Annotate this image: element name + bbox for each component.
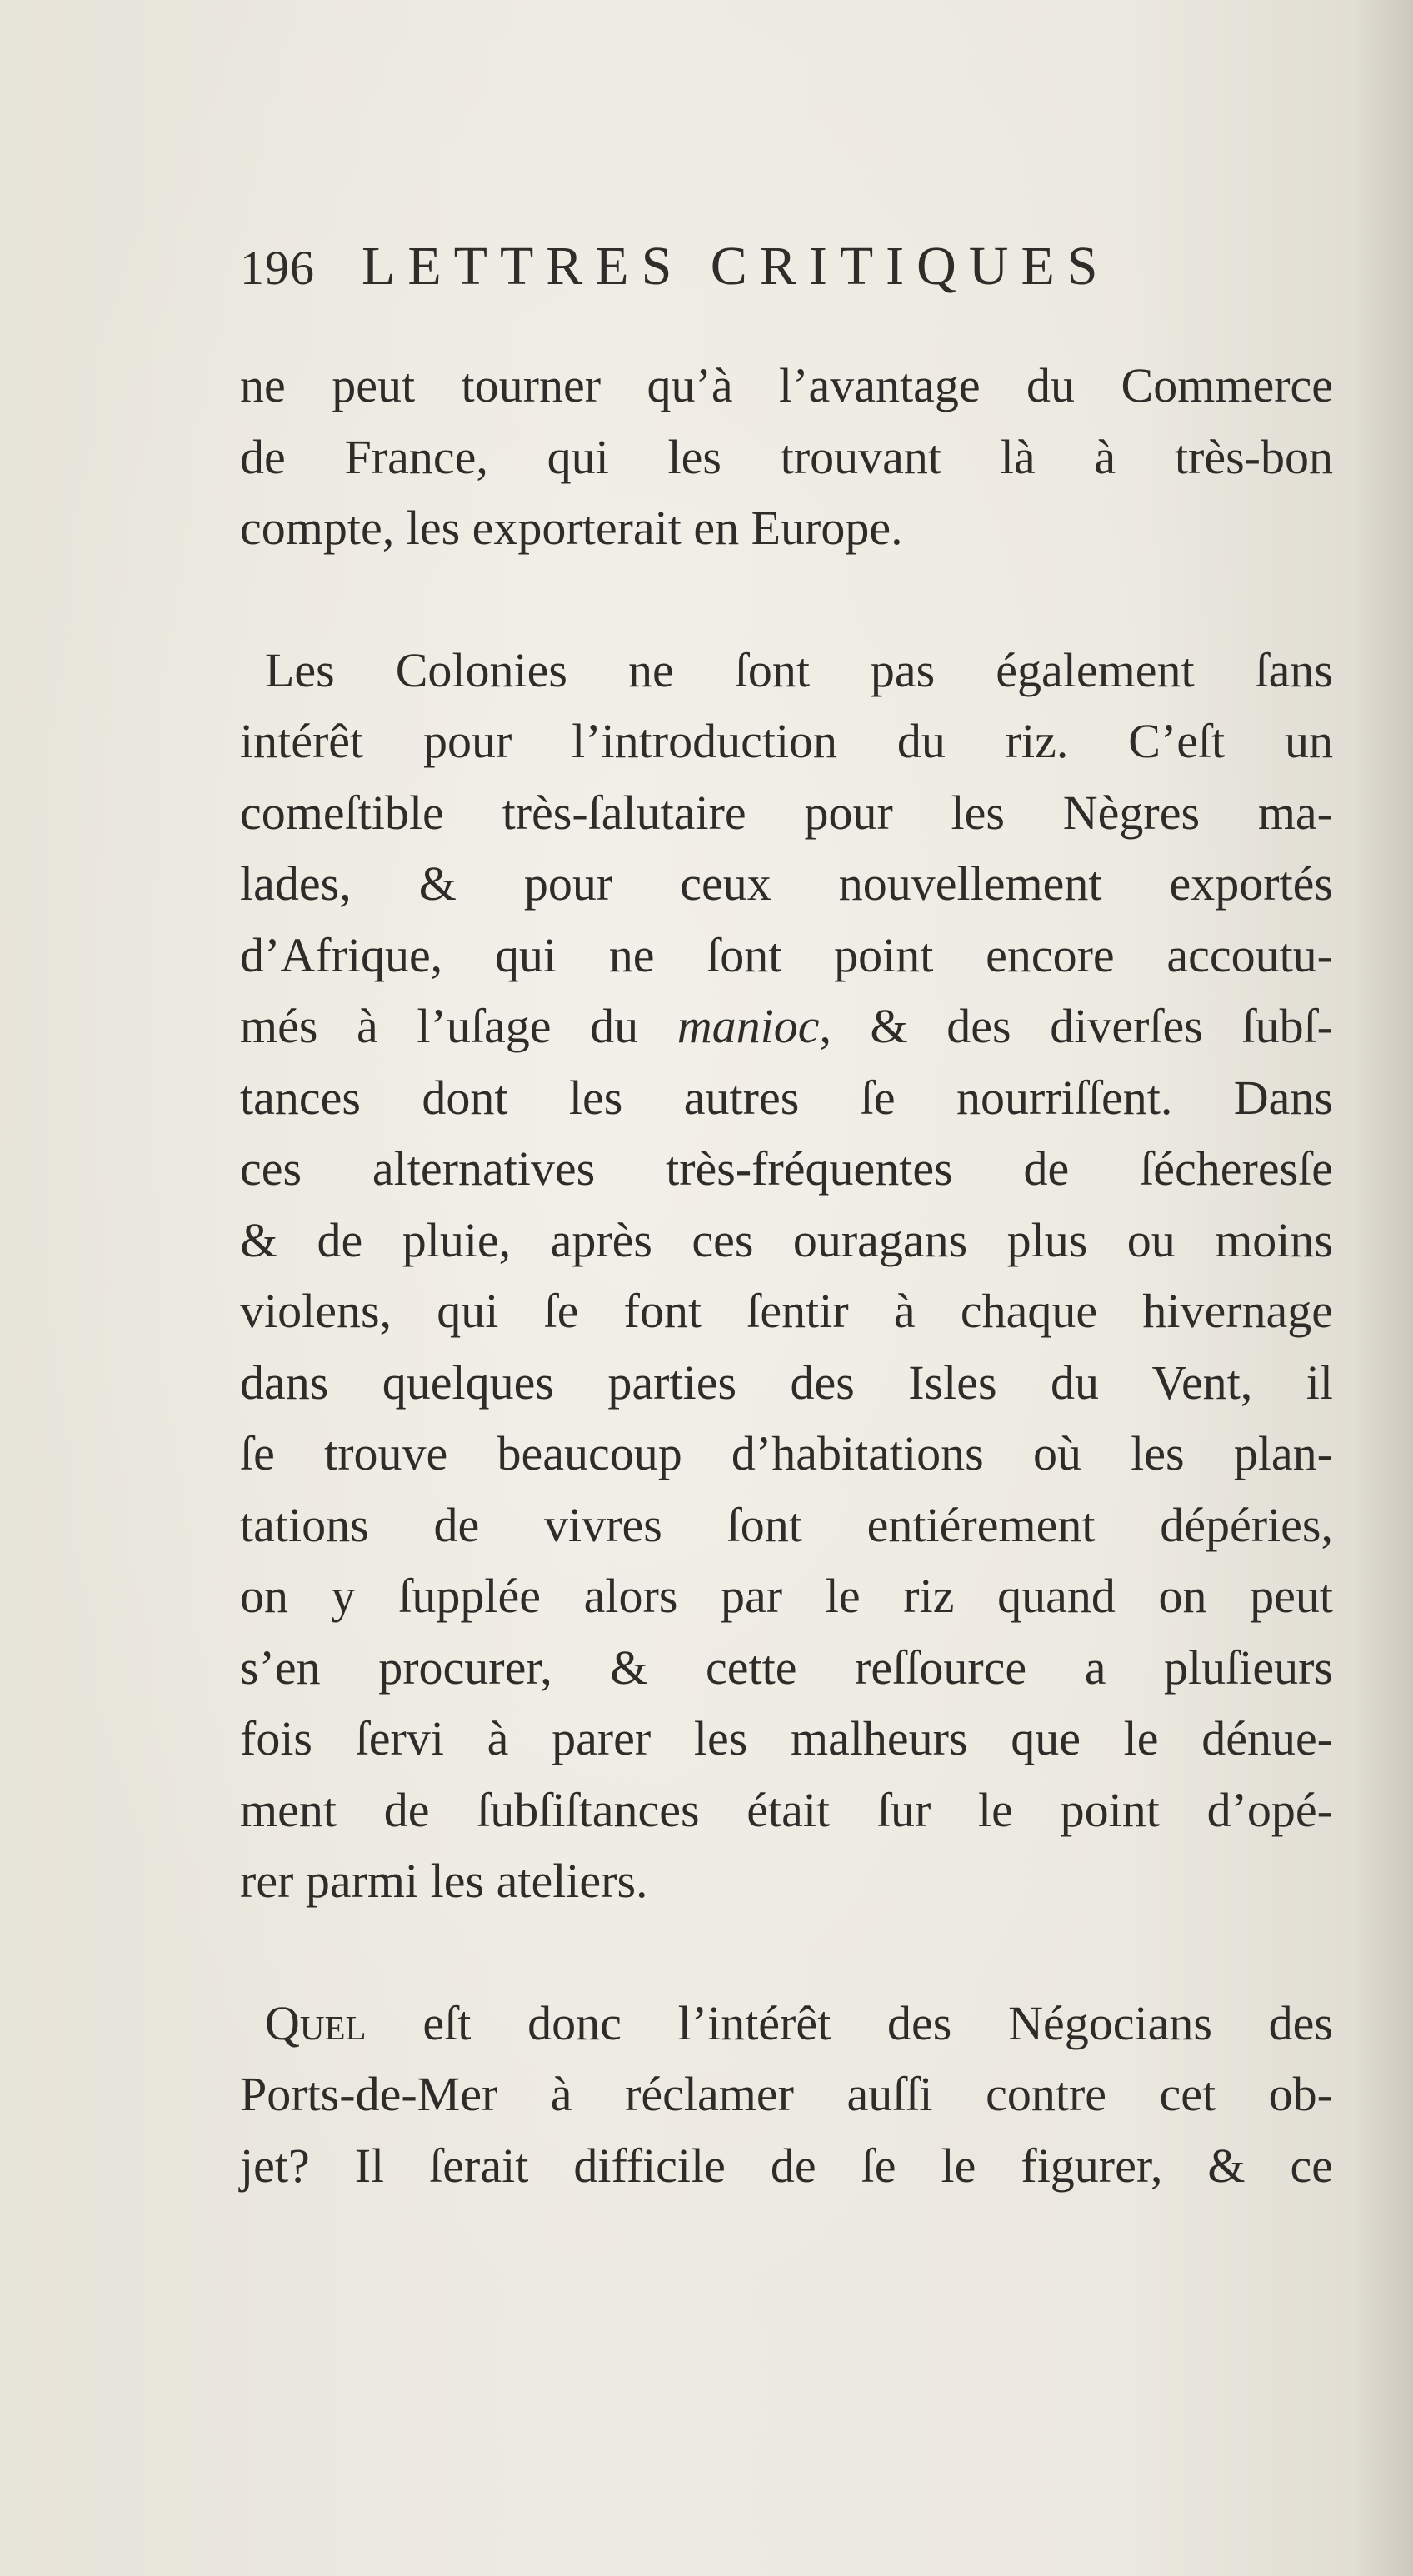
- text-line: lades, & pour ceux nouvellement exportés: [240, 856, 1333, 911]
- text-line: [240, 1988, 1333, 2059]
- text-line: violens, qui ſe font ſentir à chaque hivernage: [240, 1284, 1333, 1338]
- text-line: ment de ſubſiſtances était ſur le point d’opé-: [240, 1782, 1333, 1837]
- running-title: LETTRES CRITIQUES: [362, 236, 1111, 297]
- text-line: ſe trouve beaucoup d’habitations où les plan-: [240, 1426, 1333, 1480]
- text-line: [240, 991, 1333, 1062]
- text-line: & de pluie, après ces ouragans plus ou moins: [240, 1212, 1333, 1267]
- text-line: intérêt pour l’introduction du riz. C’eſt un: [240, 714, 1333, 768]
- text-run: , & des diverſes ſubſ-: [819, 999, 1333, 1053]
- text-run: més à l’uſage du: [240, 999, 677, 1053]
- text-line: comeſtible très-ſalutaire pour les Nègres ma-: [240, 785, 1333, 840]
- text-line: compte, les exporterait en Europe.: [240, 501, 903, 555]
- text-line: Les Colonies ne ſont pas également ſans: [265, 642, 1333, 697]
- text-line: tances dont les autres ſe nourriſſent. Dans: [240, 1070, 1333, 1125]
- page-number: 196: [240, 241, 315, 295]
- smallcaps-lead: Quel: [265, 1995, 367, 2050]
- paragraph-3: [240, 1988, 1333, 2202]
- text-line: ces alternatives très-fréquentes de ſécheresſe: [240, 1141, 1333, 1196]
- text-line: de France, qui les trouvant là à très-bon: [240, 429, 1333, 484]
- paragraph-1: [240, 350, 1333, 564]
- paragraph-2: [240, 635, 1333, 1917]
- text-line: on y ſupplée alors par le riz quand on peut: [240, 1569, 1333, 1623]
- page-gutter-shadow: [1355, 0, 1413, 2576]
- text-line: Ports-de-Mer à réclamer auſſi contre cet ob-: [240, 2067, 1333, 2121]
- text-line: rer parmi les ateliers.: [240, 1854, 648, 1908]
- text-run: eſt donc l’intérêt des Négocians des: [366, 1995, 1333, 2050]
- text-line: tations de vivres ſont entiérement dépéries,: [240, 1497, 1333, 1552]
- italic-term: manioc: [677, 999, 820, 1053]
- text-line: ne peut tourner qu’à l’avantage du Commerce: [240, 358, 1333, 412]
- text-line: fois ſervi à parer les malheurs que le dénue-: [240, 1711, 1333, 1765]
- page-header: [240, 235, 1273, 318]
- text-line: jet? Il ſerait difficile de ſe le figurer, & ce: [240, 2138, 1333, 2193]
- text-line: s’en procurer, & cette reſſource a pluſieurs: [240, 1640, 1333, 1695]
- body-text: [240, 350, 1333, 2201]
- text-line: dans quelques parties des Isles du Vent, il: [240, 1355, 1333, 1410]
- text-line: d’Afrique, qui ne ſont point encore accoutu-: [240, 927, 1333, 982]
